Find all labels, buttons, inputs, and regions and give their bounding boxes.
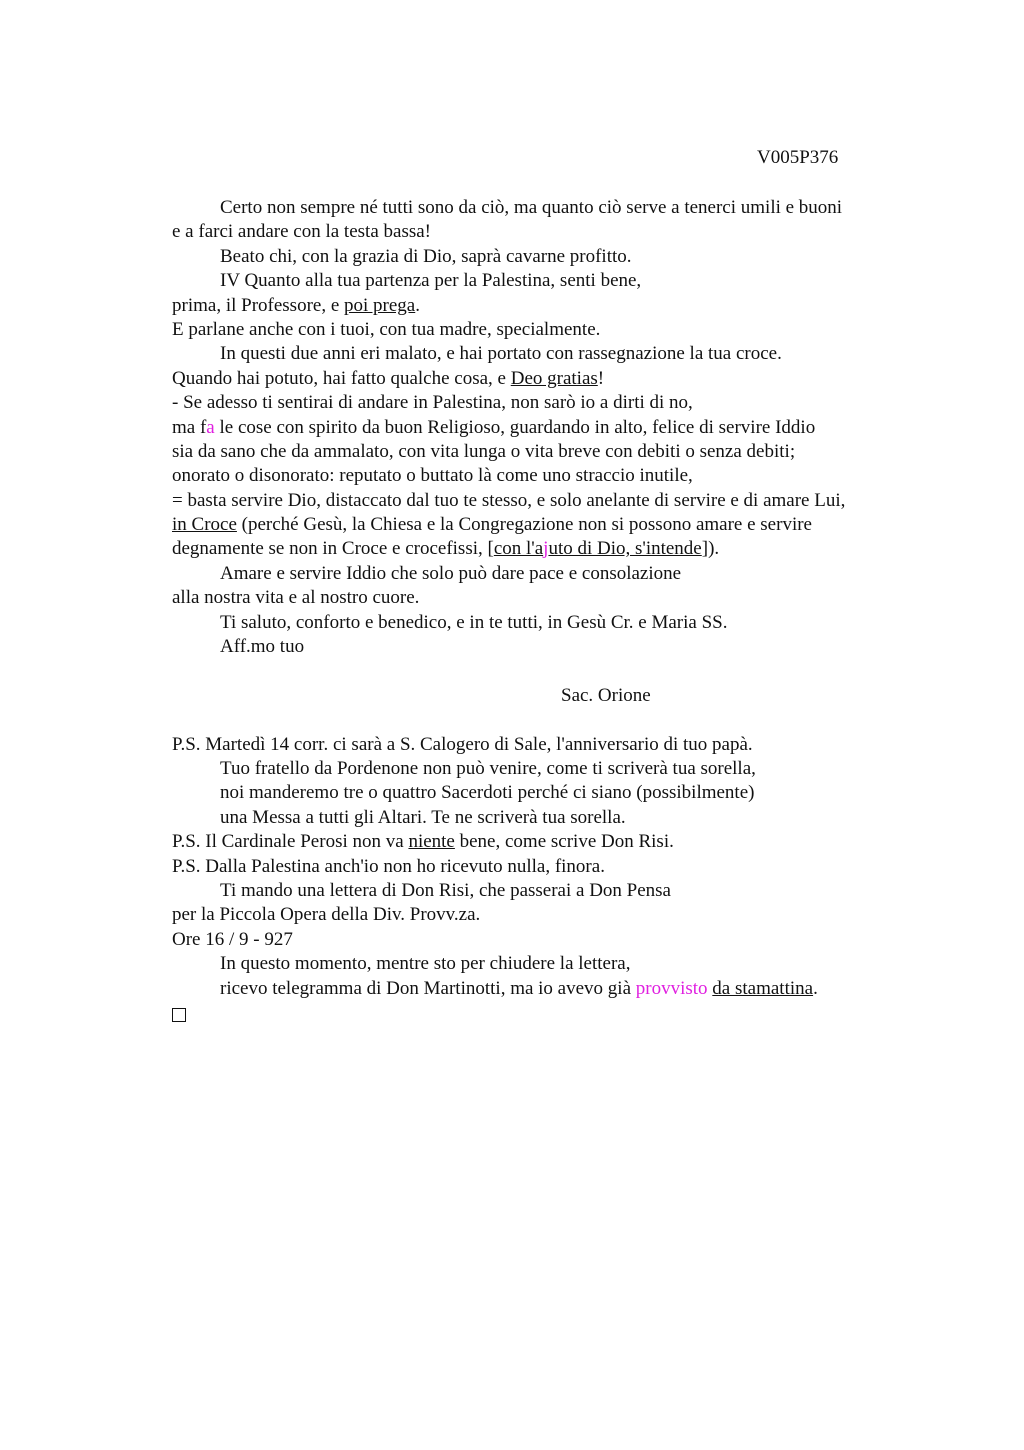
underlined-text: in Croce [172,514,237,536]
postscript-line [172,830,932,854]
square-icon [172,1008,186,1022]
postscript-line: per la Piccola Opera della Div. Provv.za. [172,904,481,926]
text-line: E parlane anche con i tuoi, con tua madre, specialmente. [172,318,601,340]
underlined-text: da stamattina [712,977,814,999]
text-span: bene, come scrive Don Risi. [454,831,674,853]
text-line [172,416,932,440]
text-line: In questi due anni eri malato, e hai portato con rassegnazione la tua croce. [220,343,782,365]
text-span: P.S. Il Cardinale Perosi non va [172,831,409,853]
text-span: Quando hai potuto, hai fatto qualche cosa, e [172,367,511,389]
highlighted-text: a [206,416,215,438]
text-line: Amare e servire Iddio che solo può dare pace e consolazione [220,562,682,584]
letter-body [172,196,932,1025]
blank-line [172,708,932,732]
highlighted-text: provvisto [635,977,708,999]
text-span: . [813,977,818,999]
text-line: Beato chi, con la grazia di Dio, saprà cavarne profitto. [220,245,632,267]
text-span: prima, il Professore, e [172,294,345,316]
text-line [172,367,932,391]
postscript-line: In questo momento, mentre sto per chiudere la lettera, [220,953,631,975]
text-span: le cose con spirito da buon Religioso, guardando in alto, felice di servire Iddio [214,416,816,438]
postscript-line: P.S. Dalla Palestina anch'io non ho ricevuto nulla, finora. [172,855,605,877]
postscript-line: P.S. Martedì 14 corr. ci sarà a S. Calogero di Sale, l'anniversario di tuo papà. [172,733,753,755]
signature: Sac. Orione [561,684,651,706]
postscript-line: una Messa a tutti gli Altari. Te ne scriverà tua sorella. [220,806,626,828]
text-span: ricevo telegramma di Don Martinotti, ma io avevo già [220,977,636,999]
text-span: (perché Gesù, la Chiesa e la Congregazione non si possono amare e servire [236,514,812,536]
postscript-line: Tuo fratello da Pordenone non può venire, come ti scriverà tua sorella, [220,757,756,779]
text-line: - Se adesso ti sentirai di andare in Palestina, non sarò io a dirti di no, [172,392,693,414]
blank-line [172,659,932,683]
page-id: V005P376 [757,147,839,168]
postscript-line [172,977,932,1001]
text-span: ma f [172,416,207,438]
postscript-line: Ti mando una lettera di Don Risi, che passerai a Don Pensa [220,879,671,901]
text-line: Aff.mo tuo [220,636,305,658]
text-line: IV Quanto alla tua partenza per la Palestina, senti bene, [220,270,642,292]
highlighted-text: j [543,538,549,560]
text-line: = basta servire Dio, distaccato dal tuo te stesso, e solo anelante di servire e di amare Lui, [172,489,846,511]
text-span: ! [597,367,605,389]
text-span: . [415,294,420,316]
end-marker [172,1001,932,1025]
text-span: ]). [701,538,720,560]
text-line: Ti saluto, conforto e benedico, e in te tutti, in Gesù Cr. e Maria SS. [220,611,728,633]
text-line [172,537,932,561]
underlined-text: con l'a [493,538,544,560]
underlined-text: Deo gratias [510,367,598,389]
text-line [172,513,932,537]
postscript-line: Ore 16 / 9 - 927 [172,928,293,950]
underlined-text: poi prega [344,294,416,316]
text-line [172,294,932,318]
text-span: degnamente se non in Croce e crocefissi, [ [172,538,494,560]
postscript-line: noi manderemo tre o quattro Sacerdoti perché ci siano (possibilmente) [220,782,755,804]
text-line: alla nostra vita e al nostro cuore. [172,587,420,609]
text-line: Certo non sempre né tutti sono da ciò, ma quanto ciò serve a tenerci umili e buoni [220,197,843,218]
text-line: e a farci andare con la testa bassa! [172,221,431,243]
text-line: onorato o disonorato: reputato o buttato là come uno straccio inutile, [172,465,693,487]
text-line: sia da sano che da ammalato, con vita lunga o vita breve con debiti o senza debiti; [172,440,796,462]
underlined-text: uto di Dio, s'intende [548,538,702,560]
underlined-text: niente [408,831,455,853]
